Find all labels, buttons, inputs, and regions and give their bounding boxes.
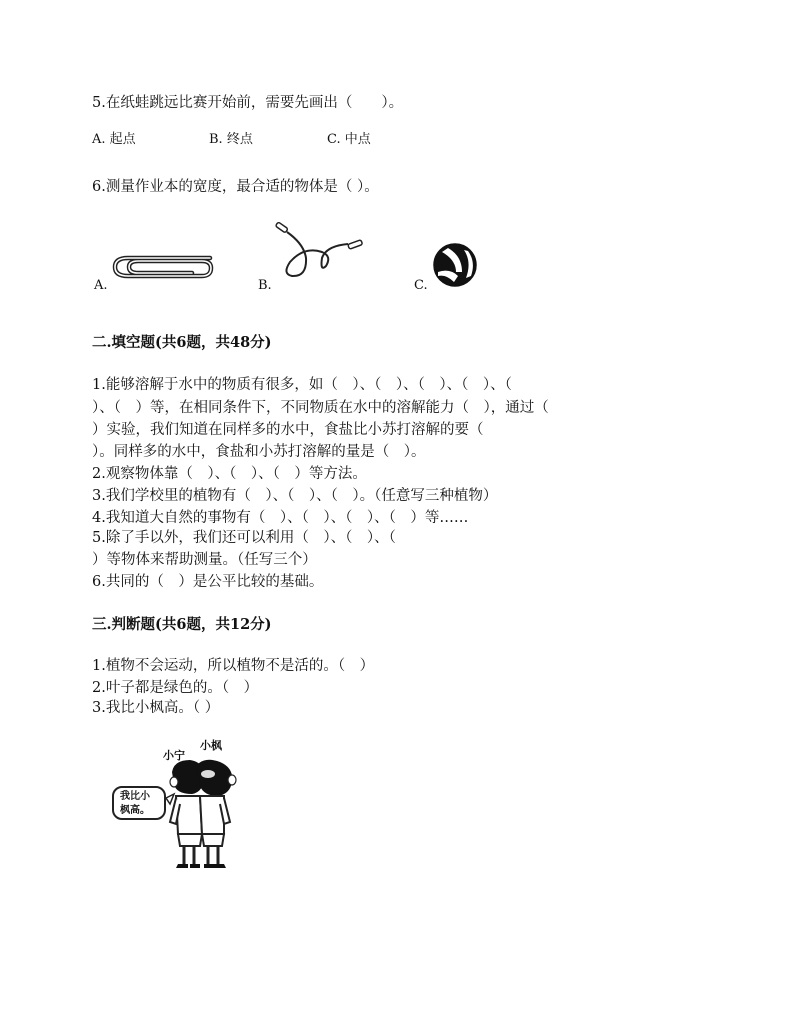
section-3-title: 三.判断题(共6题，共12分) [92, 616, 272, 633]
section-3-line-1: 1.植物不会运动，所以植物不是活的。（ ） [92, 658, 375, 674]
two-children-illustration [160, 758, 240, 872]
question-6-option-b-label: B. [258, 278, 272, 293]
section-2-line-6: 3.我们学校里的植物有（ ）、（ ）、（ ）。（任意写三种植物） [92, 488, 498, 504]
question-6-text: 6.测量作业本的宽度，最合适的物体是（ ）。 [92, 179, 379, 195]
jump-rope-icon [274, 222, 366, 284]
question-6-option-a-label: A. [94, 278, 108, 293]
section-2-line-3: ）实验，我们知道在同样多的水中，食盐比小苏打溶解的要（ [92, 422, 484, 438]
question-5-option-c: C. 中点 [327, 132, 371, 147]
question-5-text: 5.在纸蛙跳远比赛开始前，需要先画出（ ）。 [92, 95, 404, 111]
illustration-label-xiaoning: 小宁 [163, 749, 185, 762]
speech-bubble-line-2: 枫高。 [120, 805, 150, 816]
section-2-title: 二.填空题(共6题，共48分) [92, 334, 272, 351]
volleyball-icon [432, 242, 478, 288]
section-2-line-2: ）、（ ）等，在相同条件下，不同物质在水中的溶解能力（ ），通过（ [92, 400, 549, 416]
section-2-line-10: 6.共同的（ ）是公平比较的基础。 [92, 574, 324, 590]
section-2-line-4: ）。同样多的水中，食盐和小苏打溶解的量是（ ）。 [92, 444, 426, 460]
section-2-line-5: 2.观察物体靠（ ）、（ ）、（ ）等方法。 [92, 466, 367, 482]
section-2-line-9: ）等物体来帮助测量。（任写三个） [92, 552, 317, 568]
illustration-label-xiaofeng: 小枫 [200, 739, 222, 752]
section-2-line-7: 4.我知道大自然的事物有（ ）、（ ）、（ ）、（ ）等…… [92, 510, 469, 526]
section-3-line-3: 3.我比小枫高。（ ） [92, 700, 220, 716]
paperclip-icon [110, 248, 216, 282]
section-3-line-2: 2.叶子都是绿色的。（ ） [92, 680, 259, 696]
section-2-line-8: 5.除了手以外，我们还可以利用（ ）、（ ）、（ [92, 530, 396, 546]
question-6-option-c-label: C. [414, 278, 428, 293]
question-5-option-a: A. 起点 [92, 132, 136, 147]
speech-bubble-line-1: 我比小 [120, 791, 150, 802]
section-2-line-1: 1.能够溶解于水中的物质有很多，如（ ）、（ ）、（ ）、（ ）、（ [92, 377, 512, 393]
speech-bubble [112, 786, 166, 820]
question-5-option-b: B. 终点 [209, 132, 253, 147]
